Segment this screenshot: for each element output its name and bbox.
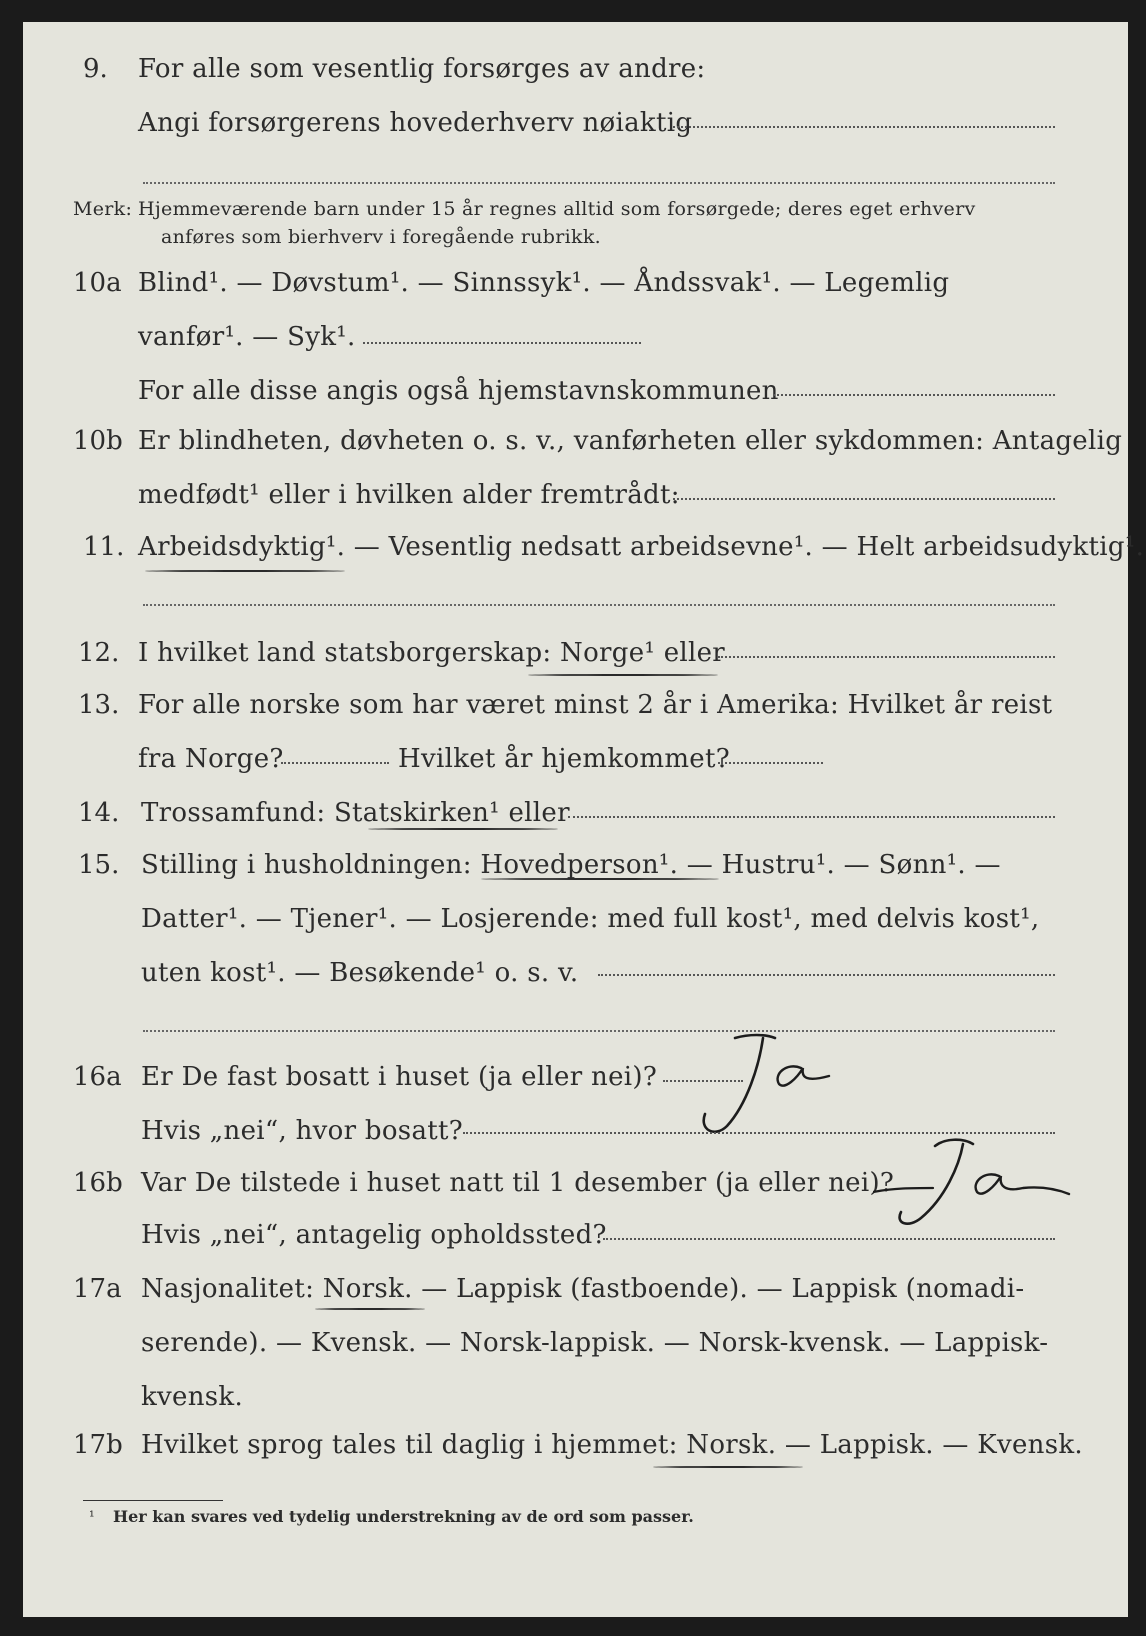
q13-line-1: For alle norske som har været minst 2 år i Amerika: Hvilket år reist	[138, 690, 1053, 720]
q12-line-1: I hvilket land statsborgerskap: Norge¹ eller	[138, 638, 726, 668]
q14-number: 14.	[78, 798, 120, 828]
q15-underline-hovedperson	[481, 878, 719, 880]
q17a-line-3: kvensk.	[141, 1382, 244, 1412]
q16a-line-1: Er De fast bosatt i huset (ja eller nei)?	[141, 1062, 658, 1092]
q13-number: 13.	[78, 690, 120, 720]
q16b-number: 16b	[73, 1168, 123, 1198]
q17b-line-1: Hvilket sprog tales til daglig i hjemmet: Norsk. — Lappisk. — Kvensk.	[141, 1430, 1083, 1460]
footnote-rule	[83, 1500, 223, 1501]
q17a-line-1: Nasjonalitet: Norsk. — Lappisk (fastboende). — Lappisk (nomadi-	[141, 1274, 1025, 1304]
q10a-line-1: Blind¹. — Døvstum¹. — Sinnssyk¹. — Åndssvak¹. — Legemlig	[138, 268, 950, 298]
q13-line-2a: fra Norge?	[138, 744, 284, 774]
q13-hjemkommet-field[interactable]	[718, 762, 823, 764]
q11-answer-field[interactable]	[143, 604, 1055, 606]
q10a-line-2: vanfør¹. — Syk¹.	[138, 322, 356, 352]
census-form-page	[23, 22, 1145, 1617]
q9-answer-field[interactable]	[673, 126, 1055, 128]
q14-answer-field[interactable]	[568, 816, 1055, 818]
q15-line-2: Datter¹. — Tjener¹. — Losjerende: med full kost¹, med delvis kost¹,	[141, 904, 1040, 934]
q10b-number: 10b	[73, 426, 123, 456]
q12-number: 12.	[78, 638, 120, 668]
merk-line-2: anføres som bierhverv i foregående rubrikk.	[161, 226, 601, 248]
q10b-answer-field[interactable]	[673, 498, 1055, 500]
q12-underline-norge	[528, 674, 718, 676]
q16b-hvis-nei-field[interactable]	[603, 1238, 1055, 1240]
q17a-line-2: serende). — Kvensk. — Norsk-lappisk. — Norsk-kvensk. — Lappisk-	[141, 1328, 1049, 1358]
q10a-number: 10a	[73, 268, 122, 298]
q15-answer-field[interactable]	[598, 974, 1055, 976]
q9-line-1: For alle som vesentlig forsørges av andre:	[138, 54, 706, 84]
merk-label: Merk:	[73, 198, 133, 220]
q15-line-1: Stilling i husholdningen: Hovedperson¹. — Hustru¹. — Sønn¹. —	[141, 850, 1001, 880]
q11-line-1: Arbeidsdyktig¹. — Vesentlig nedsatt arbeidsevne¹. — Helt arbeidsudyktig¹.	[138, 532, 1145, 562]
merk-line-1: Hjemmeværende barn under 15 år regnes alltid som forsørgede; deres eget erhverv	[138, 198, 976, 220]
q16a-number: 16a	[73, 1062, 122, 1092]
q17a-underline-norsk	[315, 1308, 425, 1310]
q9-answer-field-2[interactable]	[143, 182, 1055, 184]
q16b-line-1: Var De tilstede i huset natt til 1 desember (ja eller nei)?	[141, 1168, 895, 1198]
q15-number: 15.	[78, 850, 120, 880]
q14-line-1: Trossamfund: Statskirken¹ eller	[141, 798, 570, 828]
footnote-mark: ¹	[89, 1509, 95, 1525]
q15-line-3: uten kost¹. — Besøkende¹ o. s. v.	[141, 958, 579, 988]
q9-line-2: Angi forsørgerens hovederhverv nøiaktig	[138, 108, 693, 138]
q13-reist-field[interactable]	[281, 762, 389, 764]
q9-number: 9.	[83, 54, 108, 84]
q10a-line-3: For alle disse angis også hjemstavnskommunen	[138, 376, 779, 406]
q10a-answer-field[interactable]	[363, 342, 641, 344]
q13-line-2b: Hvilket år hjemkommet?	[398, 744, 730, 774]
q11-underline-arbeidsdyktig	[145, 570, 345, 572]
q11-number: 11.	[83, 532, 125, 562]
footnote-text: Her kan svares ved tydelig understrekning av de ord som passer.	[113, 1507, 694, 1526]
q16a-handwritten-answer	[663, 1026, 863, 1142]
q17a-number: 17a	[73, 1274, 122, 1304]
q12-answer-field[interactable]	[718, 656, 1055, 658]
q14-underline-statskirken	[368, 828, 558, 830]
q10a-hjemstavn-field[interactable]	[773, 394, 1055, 396]
q16b-handwritten-answer	[873, 1134, 1073, 1234]
q15-answer-field-2[interactable]	[143, 1030, 1055, 1032]
q10b-line-2: medfødt¹ eller i hvilken alder fremtrådt:	[138, 480, 680, 510]
q10b-line-1: Er blindheten, døvheten o. s. v., vanførheten eller sykdommen: Antagelig	[138, 426, 1123, 456]
q16a-line-2: Hvis „nei“, hvor bosatt?	[141, 1116, 463, 1146]
q17b-number: 17b	[73, 1430, 123, 1460]
q16b-line-2: Hvis „nei“, antagelig opholdssted?	[141, 1220, 607, 1250]
q17b-underline-norsk	[653, 1466, 803, 1468]
